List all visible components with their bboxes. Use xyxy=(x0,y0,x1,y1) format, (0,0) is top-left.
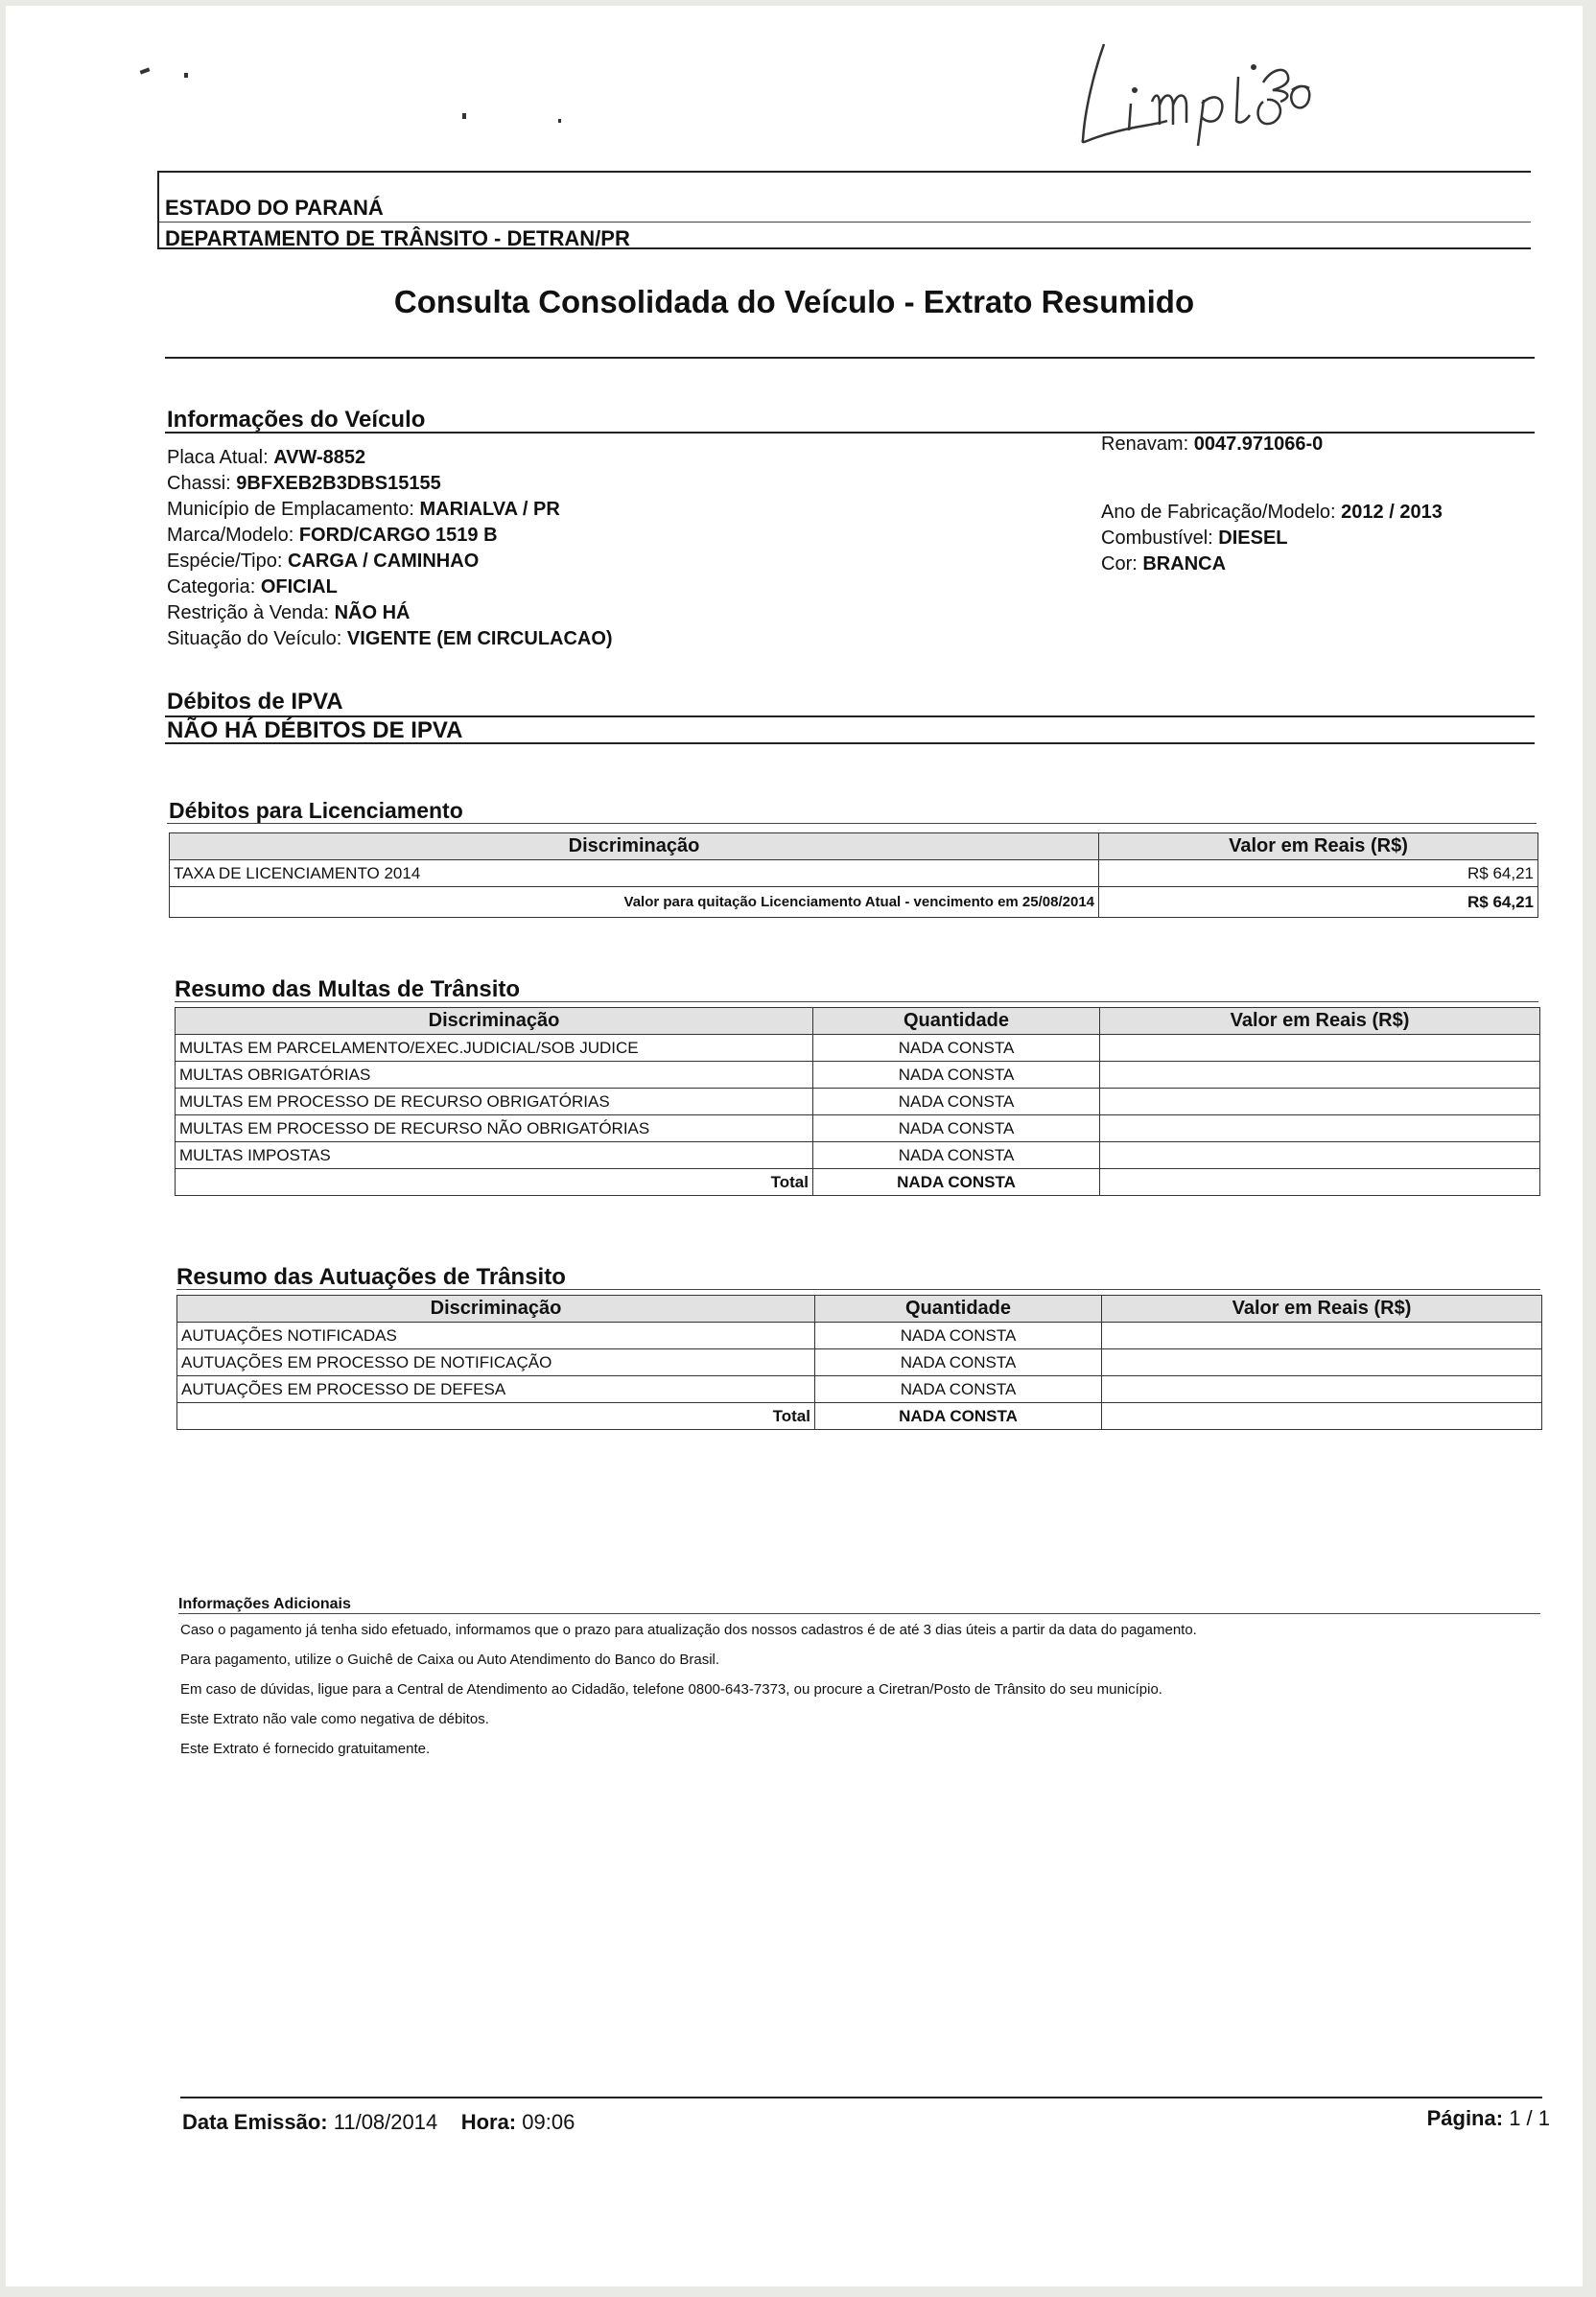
state-name: ESTADO DO PARANÁ xyxy=(165,196,384,220)
scan-speck xyxy=(558,119,561,123)
agency-name: DEPARTAMENTO DE TRÂNSITO - DETRAN/PR xyxy=(165,226,630,250)
infractions-section-title: Resumo das Autuações de Trânsito xyxy=(176,1264,566,1290)
vehicle-status-value: VIGENTE (EM CIRCULACAO) xyxy=(346,628,613,649)
agency-header-box xyxy=(157,171,1531,249)
infractions-total-row: Total NADA CONSTA xyxy=(177,1403,1542,1430)
year-value: 2012 / 2013 xyxy=(1341,502,1443,523)
licensing-col-value: Valor em Reais (R$) xyxy=(1099,833,1538,860)
fines-total-row: Total NADA CONSTA xyxy=(176,1169,1540,1196)
page-number: Página: 1 / 1 xyxy=(1426,2106,1550,2130)
licensing-total-value: R$ 64,21 xyxy=(1099,887,1538,918)
sale-restriction-row: Restrição à Venda: NÃO HÁ xyxy=(167,602,411,623)
vehicle-section-title: Informações do Veículo xyxy=(167,407,426,433)
licensing-row-value: R$ 64,21 xyxy=(1099,860,1538,887)
category-value: OFICIAL xyxy=(260,576,338,598)
infractions-table xyxy=(176,1295,1542,1430)
licensing-row-desc: TAXA DE LICENCIAMENTO 2014 xyxy=(170,860,1099,887)
additional-info-title: Informações Adicionais xyxy=(178,1596,351,1612)
color-value: BRANCA xyxy=(1142,553,1227,574)
header-divider xyxy=(159,222,1531,223)
vehicle-info-right xyxy=(1101,432,1443,577)
fines-section-title: Resumo das Multas de Trânsito xyxy=(175,976,521,1002)
additional-info-line: Caso o pagamento já tenha sido efetuado, informamos que o prazo para atualização dos nossos cadastros é de até 3 dias úteis a partir da data do pagamento. xyxy=(180,1622,1197,1638)
fines-table xyxy=(175,1007,1540,1196)
table-row: MULTAS EM PROCESSO DE RECURSO OBRIGATÓRIAS NADA CONSTA xyxy=(176,1089,1540,1115)
plate-row: Placa Atual: AVW-8852 xyxy=(167,447,366,468)
fuel-row: Combustível: DIESEL xyxy=(1101,527,1288,549)
ipva-section-title: Débitos de IPVA xyxy=(167,689,343,715)
category-row: Categoria: OFICIAL xyxy=(167,576,338,598)
infractions-col-desc: Discriminação xyxy=(177,1296,815,1323)
municipality-row: Município de Emplacamento: MARIALVA / PR xyxy=(167,499,560,520)
fuel-value: DIESEL xyxy=(1218,527,1288,549)
chassis-value: 9BFXEB2B3DBS15155 xyxy=(236,473,441,494)
ipva-divider-bottom xyxy=(165,742,1535,744)
type-row: Espécie/Tipo: CARGA / CAMINHAO xyxy=(167,551,480,572)
handwritten-signature xyxy=(1075,33,1440,148)
issue-date: Data Emissão: 11/08/2014 Hora: 09:06 xyxy=(182,2110,575,2134)
municipality-value: MARIALVA / PR xyxy=(419,499,560,520)
color-row: Cor: BRANCA xyxy=(1101,553,1227,574)
additional-info-line: Este Extrato não vale como negativa de débitos. xyxy=(180,1711,489,1727)
table-row: MULTAS IMPOSTAS NADA CONSTA xyxy=(176,1142,1540,1169)
page-title: Consulta Consolidada do Veículo - Extrato Resumido xyxy=(393,284,1195,319)
additional-info-text xyxy=(180,1615,1197,1764)
table-row: AUTUAÇÕES EM PROCESSO DE NOTIFICAÇÃO NADA CONSTA xyxy=(177,1349,1542,1376)
additional-info-line: Em caso de dúvidas, ligue para a Central de Atendimento ao Cidadão, telefone 0800-643-7373, ou procure a Ciretran/Posto de Trânsito do seu município. xyxy=(180,1681,1162,1698)
chassis-row: Chassi: 9BFXEB2B3DBS15155 xyxy=(167,473,441,494)
licensing-section-title: Débitos para Licenciamento xyxy=(169,798,463,823)
model-value: FORD/CARGO 1519 B xyxy=(298,525,498,546)
fines-col-desc: Discriminação xyxy=(176,1008,813,1035)
scan-speck xyxy=(184,73,188,78)
vehicle-info-left xyxy=(167,445,613,652)
table-row: MULTAS OBRIGATÓRIAS NADA CONSTA xyxy=(176,1062,1540,1089)
table-row: AUTUAÇÕES EM PROCESSO DE DEFESA NADA CONSTA xyxy=(177,1376,1542,1403)
title-divider xyxy=(165,357,1535,359)
footer-divider xyxy=(180,2097,1542,2098)
licensing-divider xyxy=(167,823,1537,824)
scan-speck xyxy=(140,67,151,74)
type-value: CARGA / CAMINHAO xyxy=(288,551,480,572)
licensing-table xyxy=(169,832,1538,918)
vehicle-status-row: Situação do Veículo: VIGENTE (EM CIRCULACAO) xyxy=(167,628,613,649)
additional-info-divider xyxy=(178,1613,1540,1614)
plate-value: AVW-8852 xyxy=(273,447,366,468)
table-row: MULTAS EM PROCESSO DE RECURSO NÃO OBRIGATÓRIAS NADA CONSTA xyxy=(176,1115,1540,1142)
fines-col-value: Valor em Reais (R$) xyxy=(1100,1008,1540,1035)
infractions-divider xyxy=(176,1289,1540,1290)
sale-restriction-value: NÃO HÁ xyxy=(334,602,411,623)
fines-divider xyxy=(175,1001,1538,1002)
additional-info-line: Para pagamento, utilize o Guichê de Caixa ou Auto Atendimento do Banco do Brasil. xyxy=(180,1652,720,1668)
fines-col-qty: Quantidade xyxy=(813,1008,1100,1035)
year-row: Ano de Fabricação/Modelo: 2012 / 2013 xyxy=(1101,502,1443,523)
table-row: MULTAS EM PARCELAMENTO/EXEC.JUDICIAL/SOB JUDICE NADA CONSTA xyxy=(176,1035,1540,1062)
ipva-status: NÃO HÁ DÉBITOS DE IPVA xyxy=(167,717,463,743)
infractions-col-value: Valor em Reais (R$) xyxy=(1102,1296,1542,1323)
licensing-total-desc: Valor para quitação Licenciamento Atual - vencimento em 25/08/2014 xyxy=(170,887,1099,918)
licensing-col-desc: Discriminação xyxy=(170,833,1099,860)
model-row: Marca/Modelo: FORD/CARGO 1519 B xyxy=(167,525,498,546)
infractions-col-qty: Quantidade xyxy=(815,1296,1102,1323)
scan-speck xyxy=(462,113,466,119)
additional-info-line: Este Extrato é fornecido gratuitamente. xyxy=(180,1741,431,1757)
document-page xyxy=(6,6,1583,2286)
table-row: AUTUAÇÕES NOTIFICADAS NADA CONSTA xyxy=(177,1323,1542,1349)
renavam-row: Renavam: 0047.971066-0 xyxy=(1101,434,1324,455)
renavam-value: 0047.971066-0 xyxy=(1193,434,1324,455)
